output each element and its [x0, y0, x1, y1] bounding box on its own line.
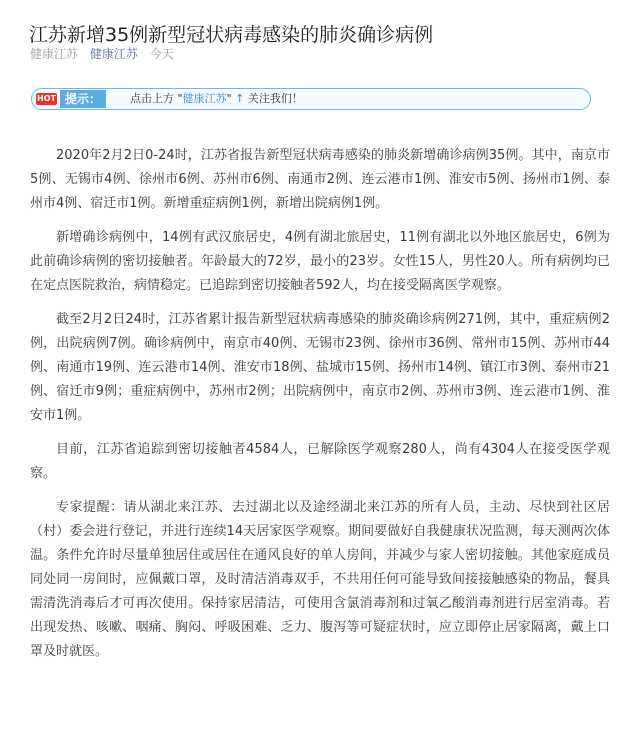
paragraph-expert-advice: 专家提醒：请从湖北来江苏、去过湖北以及途经湖北来江苏的所有人员，主动、尽快到社区居（村）委会进行登记，并进行连续14天居家医学观察。期间要做好自我健康状况监测，每天测两次体温。条件允许时尽量单独居住或居住在通风良好的单人房间，并减少与家人密切接触。其他家庭成员同处同一房间时，应佩戴口罩，及时清洁消毒双手，不共用任何可能导致间接接触感染的物品，餐具需清洗消毒后才可再次使用。保持家居清洁，可使用含氯消毒剂和过氧乙酸消毒剂进行居室消毒。若出现发热、咳嗽、咽痛、胸闷、呼吸困难、乏力、腹泻等可疑症状时，应立即停止居家隔离，戴上口罩及时就医。	[30, 500, 610, 659]
paragraph-daily-report: 2020年2月2日0-24时，江苏省报告新型冠状病毒感染的肺炎新增确诊病例35例。其中，南京市5例、无锡市4例、徐州市6例、苏州市6例、南通市2例、连云港市1例、淮安市5例、扬州市1例、泰州市4例、宿迁市1例。新增重症病例1例，新增出院病例1例。	[30, 148, 610, 211]
source-label: 健康江苏	[30, 47, 79, 61]
tip-label: 提示：	[60, 90, 106, 108]
publish-date: 今天	[149, 47, 174, 61]
up-arrow-icon: ↑	[235, 92, 245, 105]
paragraph-close-contacts: 目前，江苏省追踪到密切接触者4584人，已解除医学观察280人，尚有4304人在接受医学观察。	[30, 442, 610, 481]
account-link[interactable]: 健康江苏	[89, 47, 138, 61]
tip-text-after: "	[226, 92, 236, 105]
article-title: 江苏新增35例新型冠状病毒感染的肺炎确诊病例	[29, 23, 434, 46]
tip-account-name[interactable]: 健康江苏	[182, 92, 227, 105]
tip-text	[130, 90, 303, 108]
paragraph-new-case-details: 新增确诊病例中，14例有武汉旅居史，4例有湖北旅居史，11例有湖北以外地区旅居史，6例为此前确诊病例的密切接触者。年龄最大的72岁，最小的23岁。女性15人，男性20人。所有病例均已在定点医院救治，病情稳定。已追踪到密切接触者592人，均在接受隔离医学观察。	[30, 230, 610, 293]
tip-text-end: 关注我们！	[244, 92, 303, 105]
article-meta	[30, 45, 174, 63]
tip-text-before: 点击上方 "	[130, 92, 183, 105]
paragraph-cumulative: 截至2月2日24时，江苏省累计报告新型冠状病毒感染的肺炎确诊病例271例，其中，重症病例2例，出院病例7例。确诊病例中，南京市40例、无锡市23例、徐州市36例、常州市15例、苏州市44例、南通市19例、连云港市14例、淮安市18例、盐城市15例、扬州市14例、镇江市3例、泰州市21例、宿迁市9例；重症病例中，苏州市2例；出院病例中，南京市2例、苏州市3例、连云港市1例、淮安市1例。	[30, 312, 610, 423]
follow-tip-bar[interactable]	[31, 88, 591, 110]
hot-badge: HOT	[37, 94, 56, 103]
article-body	[30, 144, 610, 674]
